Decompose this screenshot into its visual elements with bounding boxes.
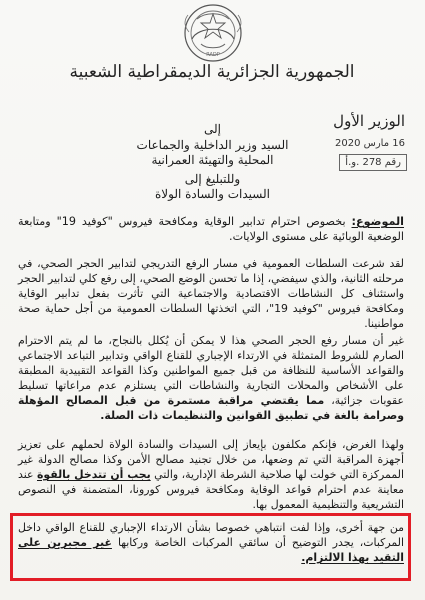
state-emblem-icon [172, 2, 254, 64]
reference-number: رقم 278 .و.أ [339, 154, 407, 171]
paragraph-4 [18, 520, 404, 565]
paragraph-3-emphasis: يجب أن تتدخل بالقوة [37, 468, 151, 481]
svg-text:RADP: RADP [206, 52, 220, 58]
copy-to-label: وللتبليغ إلى [184, 172, 241, 186]
paragraph-2 [18, 333, 404, 423]
paragraph-2-text: غير أن مسار رفع الحجر الصحي هذا لا يمكن أن يُكلل بالنجاح، ما لم يتم الاحترام الصارم للشروط المتمثلة في الارتداء الإجباري للقناع الواقي وتدابير التباعد الاجتماعي والقواعد الأساسية للنظافة من قبل جميع المواطنين وكذا القواعد التقييدية المطبقة على الأشخاص والمحلات التجارية والنشاطات التي يستلزم عدم مراعاتها تسليط عقوبات جزائية، [18, 334, 404, 407]
subject-line [18, 214, 404, 244]
addressee-line-2: المحلية والتهيئة العمرانية [151, 153, 274, 167]
paragraph-3-text: ولهذا الغرض، فإنكم مكلفون بإيعاز إلى السيدات والسادة الولاة لحملهم على تعزيز أجهزة المراقبة التي تم وضعها، من خلال تجنيد مصالح الأمن وكذا مصالح الدولة غير الممركزة التي خولت لها صلاحية الشرطة الإدارية، والتي [18, 438, 404, 481]
paragraph-1: لقد شرعت السلطات العمومية في مسار الرفع التدريجي لتدابير الحجر الصحي، في مرحلته الثانية، والذي سيفضي، إذا ما تحسن الوضع الصحي، إلى رفع كلي لتدابير الحجر واستئناف كل النشاطات الاقتصادية والاجتماعية التي تأثرت بفعل تدابير الوقاية ومكافحة فيروس "كوفيد 19"، التي اتخذتها السلطات العمومية من أجل حماية صحة مواطنينا. [18, 257, 404, 330]
paragraph-4-emphasis: غير مجبرين على التقيد بهذا الالتزام. [18, 536, 404, 564]
addressee-prefix: إلى [204, 122, 221, 136]
prime-minister-title: الوزير الأول [333, 112, 405, 130]
subject-text: بخصوص احترام تدابير الوقاية ومكافحة فيروس "كوفيد 19" ومتابعة الوضعية الوبائية على مستوى الولايات. [18, 215, 404, 243]
copy-to-recipients: السيدات والسادة الولاة [155, 187, 270, 201]
addressee-block [110, 122, 315, 202]
addressee-line-1: السيد وزير الداخلية والجماعات [136, 138, 289, 152]
subject-label: الموضوع: [351, 215, 405, 228]
paragraph-2-emphasis: مما يقتضي مراقبة مستمرة من قبل المصالح المؤهلة وصرامة بالغة في تطبيق القوانين والتنظيمات ذات الصلة. [18, 394, 404, 422]
paragraph-4-text: من جهة أخرى، وإذا لفت انتباهي خصوصا بشأن الارتداء الإجباري للقناع الواقي داخل المركبات، يجدر التوضيح أن سائقي المركبات الخاصة وركابها [18, 521, 404, 549]
document-date: 16 مارس 2020 [335, 138, 405, 149]
paragraph-3 [18, 437, 404, 512]
republic-header: الجمهورية الجزائرية الديمقراطية الشعبية [69, 62, 355, 82]
paragraph-3-text-end: عند معاينة عدم احترام قواعد الوقاية ومكافحة فيروس كورونا، المتضمنة في النصوص التشريعية والتنظيمية المعمول بها. [18, 468, 404, 511]
